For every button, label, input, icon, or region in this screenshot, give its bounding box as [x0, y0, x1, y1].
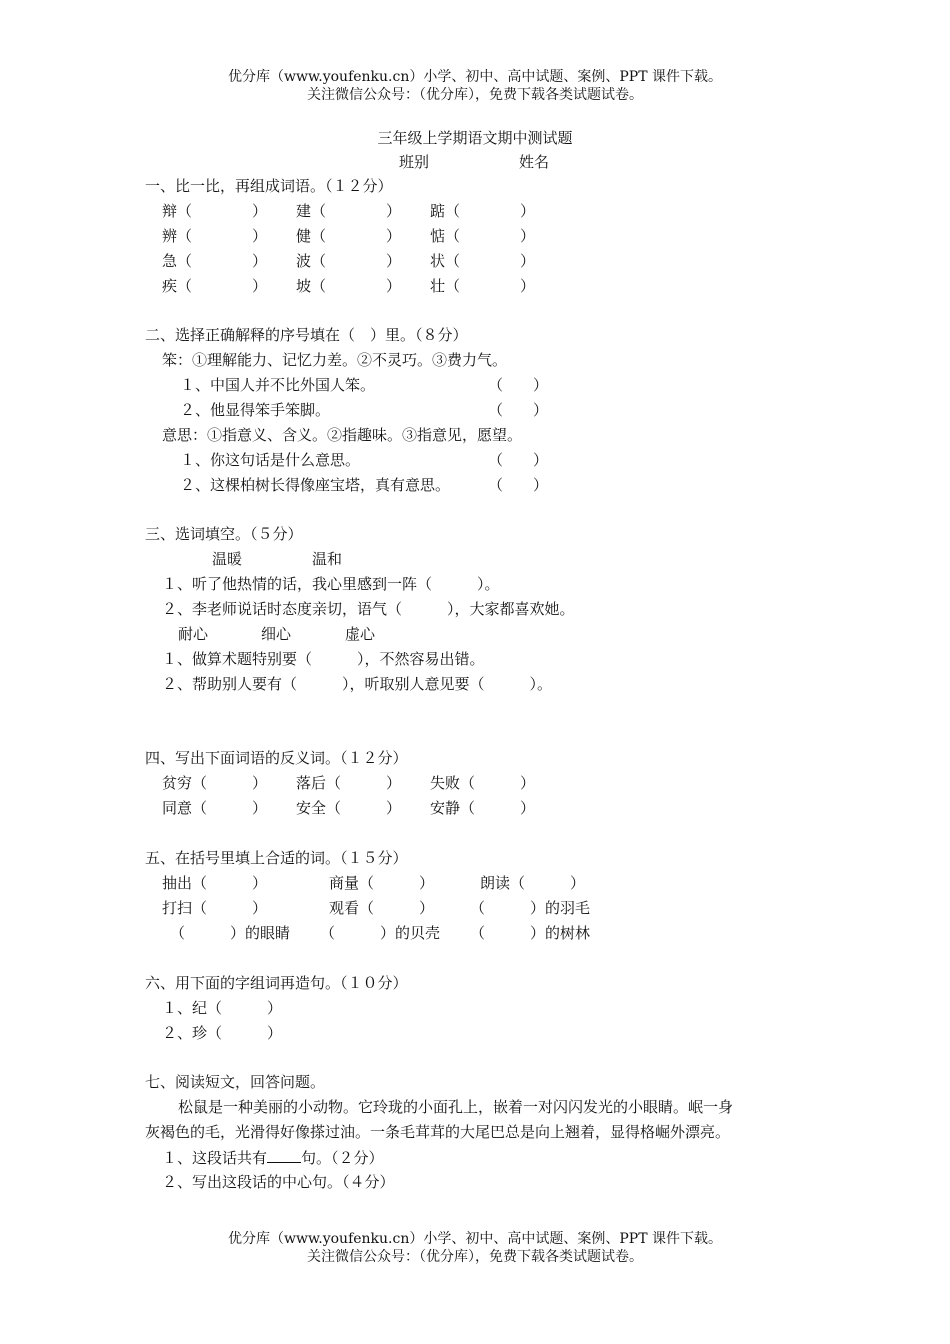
s6-question: ２、珍（ ）	[162, 1024, 283, 1042]
s6-question: １、纪（ ）	[162, 999, 283, 1017]
s7-question-1	[162, 1148, 384, 1167]
s1-item: 惦（ ）	[430, 227, 536, 245]
s3-word-option: 虚心	[345, 625, 376, 643]
s2-answer-paren: （ ）	[488, 401, 549, 419]
s3-word-option: 细心	[261, 625, 292, 643]
s7-passage-line-1	[178, 1098, 733, 1116]
s1-item: 建（ ）	[296, 202, 402, 220]
s7-question-2: ２、写出这段话的中心句。（４分）	[162, 1173, 395, 1191]
answer-blank[interactable]	[267, 1148, 301, 1163]
s4-item: 安静（ ）	[430, 799, 536, 817]
section-7-heading: 七、阅读短文，回答问题。	[145, 1073, 326, 1091]
s5-item: 抽出（ ）	[162, 874, 268, 892]
section-1-heading: 一、比一比，再组成词语。（１２分）	[145, 177, 393, 195]
section-4-heading: 四、写出下面词语的反义词。（１２分）	[145, 749, 408, 767]
s1-item: 壮（ ）	[430, 277, 536, 295]
footer-line-2: 关注微信公众号：（优分库），免费下载各类试题试卷。	[307, 1249, 643, 1265]
s1-item: 急（ ）	[162, 252, 268, 270]
s7-passage-line-2: 灰褐色的毛，光滑得好像搽过油。一条毛茸茸的大尾巴总是向上翘着，显得格崛外漂亮。	[145, 1123, 731, 1141]
s5-item: 打扫（ ）	[162, 899, 268, 917]
s5-item: （ ）的羽毛	[470, 899, 591, 917]
s2-question: １、你这句话是什么意思。	[180, 451, 361, 469]
s4-item: 同意（ ）	[162, 799, 268, 817]
s7-passage-text: 松鼠是一种美丽的小动物。它玲珑的小面孔上，嵌着一对闪闪发光的小眼睛。	[178, 1098, 689, 1116]
s3-word-option: 温和	[312, 550, 343, 568]
header-line-2: 关注微信公众号：（优分库），免费下载各类试题试卷。	[307, 87, 643, 103]
s1-item: 坡（ ）	[296, 277, 402, 295]
s2-answer-paren: （ ）	[488, 451, 549, 469]
footer-line-1: 优分库（www.youfenku.cn）小学、初中、高中试题、案例、PPT 课件下载。	[227, 1231, 722, 1247]
s3-word-option: 温暖	[212, 550, 243, 568]
s5-item: （ ）的贝壳	[320, 924, 441, 942]
s2-definition-2: 意思：①指意义、含义。②指趣味。③指意见，愿望。	[162, 426, 523, 444]
s2-question: １、中国人并不比外国人笨。	[180, 376, 376, 394]
s1-item: 状（ ）	[430, 252, 536, 270]
page-title: 三年级上学期语文期中测试题	[377, 129, 573, 147]
section-2-heading: 二、选择正确解释的序号填在（ ）里。（８分）	[145, 326, 468, 344]
s3-word-option: 耐心	[178, 625, 209, 643]
section-5-heading: 五、在括号里填上合适的词。（１５分）	[145, 849, 408, 867]
s3-question: １、听了他热情的话，我心里感到一阵（ ）。	[162, 575, 500, 593]
s1-item: 辩（ ）	[162, 202, 268, 220]
header-line-1: 优分库（www.youfenku.cn）小学、初中、高中试题、案例、PPT 课件下载。	[227, 69, 722, 85]
s1-item: 踮（ ）	[430, 202, 536, 220]
name-label: 姓名	[519, 153, 550, 171]
section-3-heading: 三、选词填空。（５分）	[145, 525, 303, 543]
s2-question: ２、他显得笨手笨脚。	[180, 401, 331, 419]
s2-answer-paren: （ ）	[488, 476, 549, 494]
s3-question: １、做算术题特别要（ ），不然容易出错。	[162, 650, 485, 668]
s2-definition-1: 笨：①理解能力、记忆力差。②不灵巧。③费力气。	[162, 351, 508, 369]
s1-item: 疾（ ）	[162, 277, 268, 295]
s4-item: 安全（ ）	[296, 799, 402, 817]
s7-passage-text: 岷一身	[688, 1098, 734, 1116]
s1-item: 健（ ）	[296, 227, 402, 245]
s4-item: 失败（ ）	[430, 774, 536, 792]
s5-item: 商量（ ）	[329, 874, 435, 892]
s3-question: ２、帮助别人要有（ ），听取别人意见要（ ）。	[162, 675, 553, 693]
s5-item: 朗读（ ）	[480, 874, 586, 892]
s1-item: 辨（ ）	[162, 227, 268, 245]
s2-question: ２、这棵柏树长得像座宝塔，真有意思。	[180, 476, 451, 494]
s2-answer-paren: （ ）	[488, 376, 549, 394]
s5-item: （ ）的眼睛	[170, 924, 291, 942]
section-6-heading: 六、用下面的字组词再造句。（１０分）	[145, 974, 408, 992]
s3-question: ２、李老师说话时态度亲切，语气（ ），大家都喜欢她。	[162, 600, 575, 618]
s5-item: （ ）的树林	[470, 924, 591, 942]
s7-q1-text: １、这段话共有	[162, 1149, 268, 1167]
s5-item: 观看（ ）	[329, 899, 435, 917]
s4-item: 贫穷（ ）	[162, 774, 268, 792]
class-label: 班别	[399, 153, 430, 171]
s4-item: 落后（ ）	[296, 774, 402, 792]
s7-q1-text: 句。（２分）	[301, 1149, 384, 1167]
s1-item: 波（ ）	[296, 252, 402, 270]
